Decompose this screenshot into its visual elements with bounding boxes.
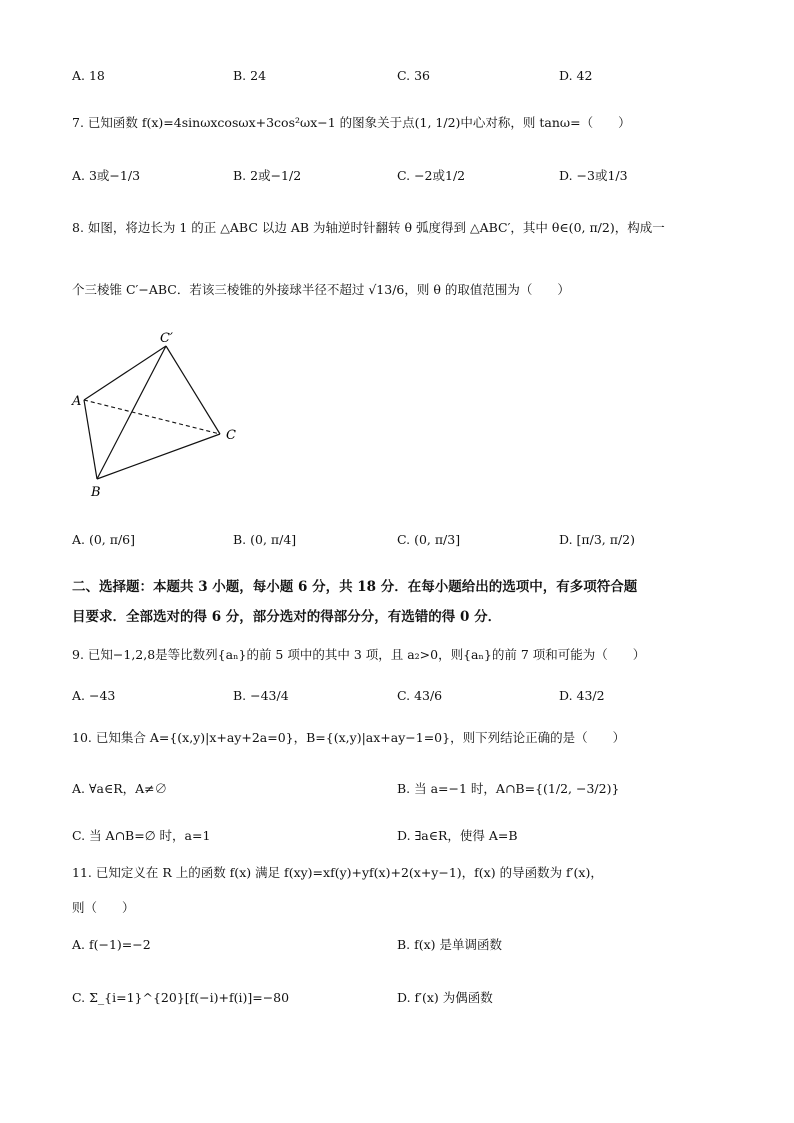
label-c-prime: C′ (160, 331, 173, 346)
label-a: A (72, 394, 82, 409)
q10-stem: 10. 已知集合 A={(x,y)|x+ay+2a=0}，B={(x,y)|ax+ay−1=0}，则下列结论正确的是（ ） (72, 730, 626, 745)
edge-a-b (84, 400, 97, 479)
edge-a-c-hidden (84, 400, 220, 434)
edge-b-c (97, 434, 220, 479)
q9-option-b: B. −43/4 (233, 688, 289, 703)
q9-option-a: A. −43 (72, 688, 116, 703)
edge-c-prime-c (166, 346, 220, 434)
q10-option-c: C. 当 A∩B=∅ 时，a=1 (72, 828, 211, 843)
q11-stem-line1: 11. 已知定义在 R 上的函数 f(x) 满足 f(xy)=xf(y)+yf(x)+2(x+y−1)，f(x) 的导函数为 f′(x)， (72, 865, 603, 880)
section2-heading-line1: 二、选择题：本题共 3 小题，每小题 6 分，共 18 分．在每小题给出的选项中，有多项符合题 (72, 579, 638, 595)
q11-stem-line2: 则（ ） (72, 900, 135, 915)
q9-option-d: D. 43/2 (559, 688, 605, 703)
q8-option-b: B. (0, π/4] (233, 532, 297, 547)
q8-option-c: C. (0, π/3] (397, 532, 461, 547)
q7-option-d: D. −3或1/3 (559, 168, 628, 183)
q8-stem-line2: 个三棱锥 C′−ABC．若该三棱锥的外接球半径不超过 √13/6，则 θ 的取值范围为（ ） (72, 282, 570, 297)
q6-option-c: C. 36 (397, 68, 430, 83)
q6-option-d: D. 42 (559, 68, 593, 83)
q8-stem-line1: 8. 如图，将边长为 1 的正 △ABC 以边 AB 为轴逆时针翻转 θ 弧度得到 △ABC′，其中 θ∈(0, π/2)，构成一 (72, 220, 665, 235)
q6-option-a: A. 18 (72, 68, 105, 83)
q7-option-a: A. 3或−1/3 (72, 168, 141, 183)
q7-stem: 7. 已知函数 f(x)=4sinωxcosωx+3cos²ωx−1 的图象关于点(1, 1/2)中心对称，则 tanω=（ ） (72, 115, 631, 130)
label-b: B (91, 485, 101, 500)
q7-option-c: C. −2或1/2 (397, 168, 466, 183)
edge-c-prime-a (84, 346, 166, 400)
q8-tetrahedron-figure (60, 322, 260, 507)
q10-option-a: A. ∀a∈R，A≠∅ (72, 781, 168, 796)
q11-option-d: D. f′(x) 为偶函数 (397, 990, 493, 1005)
q11-option-c: C. Σ_{i=1}^{20}[f(−i)+f(i)]=−80 (72, 990, 290, 1005)
q8-option-d: D. [π/3, π/2) (559, 532, 635, 547)
q9-stem: 9. 已知−1,2,8是等比数列{aₙ}的前 5 项中的其中 3 项，且 a₂>0，则{aₙ}的前 7 项和可能为（ ） (72, 647, 646, 662)
q11-option-a: A. f(−1)=−2 (72, 937, 151, 952)
q7-option-b: B. 2或−1/2 (233, 168, 302, 183)
q10-option-d: D. ∃a∈R，使得 A=B (397, 828, 518, 843)
section2-heading-line2: 目要求．全部选对的得 6 分，部分选对的得部分分，有选错的得 0 分． (72, 609, 502, 625)
label-c: C (226, 428, 236, 443)
q8-option-a: A. (0, π/6] (72, 532, 136, 547)
q11-option-b: B. f(x) 是单调函数 (397, 937, 503, 952)
q10-option-b: B. 当 a=−1 时，A∩B={(1/2, −3/2)} (397, 781, 620, 796)
q6-option-b: B. 24 (233, 68, 267, 83)
edge-c-prime-b (97, 346, 166, 479)
q9-option-c: C. 43/6 (397, 688, 443, 703)
